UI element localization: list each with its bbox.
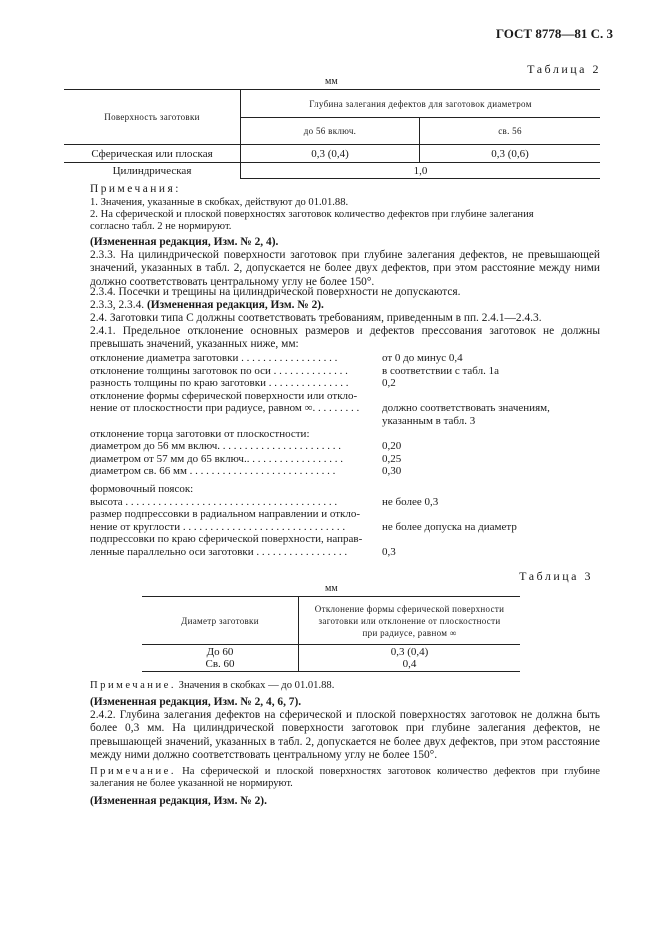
note3: Примечание. На сферической и плоской поверхностях заготовок количество дефектов при глубине залегания не более указанной не нормируют. [90,766,600,790]
table3-value-cell: 0,3 (0,4) 0,4 [299,645,521,672]
table3 [142,596,520,672]
table2-cell: 0,3 (0,4) [241,145,420,163]
paragraph-number: 2.3.3, 2.3.4. [90,299,145,311]
amendment-note: (Измененная редакция, Изм. № 2, 4). [90,236,279,248]
table2 [64,89,600,179]
table3-header-diameter: Диаметр заготовки [142,597,299,645]
table2-unit: мм [325,76,338,87]
table2-cell: Сферическая или плоская [64,145,241,163]
paragraph-2-3-4: 2.3.4. Посечки и трещины на цилиндрической поверхности не допускаются. [90,286,461,298]
table3-header-deviation: Отклонение формы сферической поверхности заготовки или отклонение от плоскостности при радиусе, равном ∞ [299,597,521,645]
amendment-note: (Измененная редакция, Изм. № 2, 4, 6, 7). [90,696,302,708]
table2-cell: 0,3 (0,6) [420,145,601,163]
amendment-note: (Измененная редакция, Изм. № 2). [146,299,324,311]
amendment-note: (Измененная редакция, Изм. № 2). [90,795,267,807]
table3-caption: Таблица 3 [519,569,593,583]
notes1-title: Примечания: [90,183,181,195]
paragraph-2-4: 2.4. Заготовки типа С должны соответствовать требованиям, приведенным в пп. 2.4.1—2.4.3. [90,312,542,324]
table2-header-depth: Глубина залегания дефектов для заготовок диаметром [241,90,601,118]
table3-diameter-cell: До 60 Св. 60 [142,645,299,672]
paragraph-2-4-2: 2.4.2. Глубина залегания дефектов на сферической и плоской поверхностях заготовок не должна быть более 0,3 мм. На цилиндрической поверхности заготовок при глубине залегания дефектов, не превышающей значений, указанных в табл. 2, допускается не более двух дефектов, при этом расстояние между ними должно соответствовать центральному углу не более 150°. [90,709,600,762]
table2-cell: 1,0 [241,163,601,179]
table2-caption: Таблица 2 [527,62,601,76]
paragraph-2-3-3-2-3-4 [90,299,324,312]
table2-header-surface: Поверхность заготовки [64,90,241,145]
note2: Примечание. Значения в скобках — до 01.01.88. [90,680,335,691]
paragraph-2-3-3: 2.3.3. На цилиндрической поверхности заготовок при глубине залегания дефектов, не превышающей значений, указанных в табл. 2, допускается не более двух дефектов, при этом расстояние между ними должно соответствовать центральному углу не более 150°. [90,249,600,288]
table3-unit: мм [325,583,338,594]
table2-header-sub2: св. 56 [420,118,601,145]
notes1-item1: 1. Значения, указанные в скобках, действуют до 01.01.88. [90,197,349,208]
notes1-item2-cont: согласно табл. 2 не нормируют. [90,221,232,232]
page-header: ГОСТ 8778—81 С. 3 [495,26,613,41]
notes1-item2: 2. На сферической и плоской поверхностях заготовок количество дефектов при глубине залегания [90,209,534,220]
table2-cell: Цилиндрическая [64,163,241,179]
table2-header-sub1: до 56 включ. [241,118,420,145]
paragraph-2-4-1: 2.4.1. Предельное отклонение основных размеров и дефектов прессования заготовок не должны превышать значений, указанных ниже, мм: [90,325,600,351]
